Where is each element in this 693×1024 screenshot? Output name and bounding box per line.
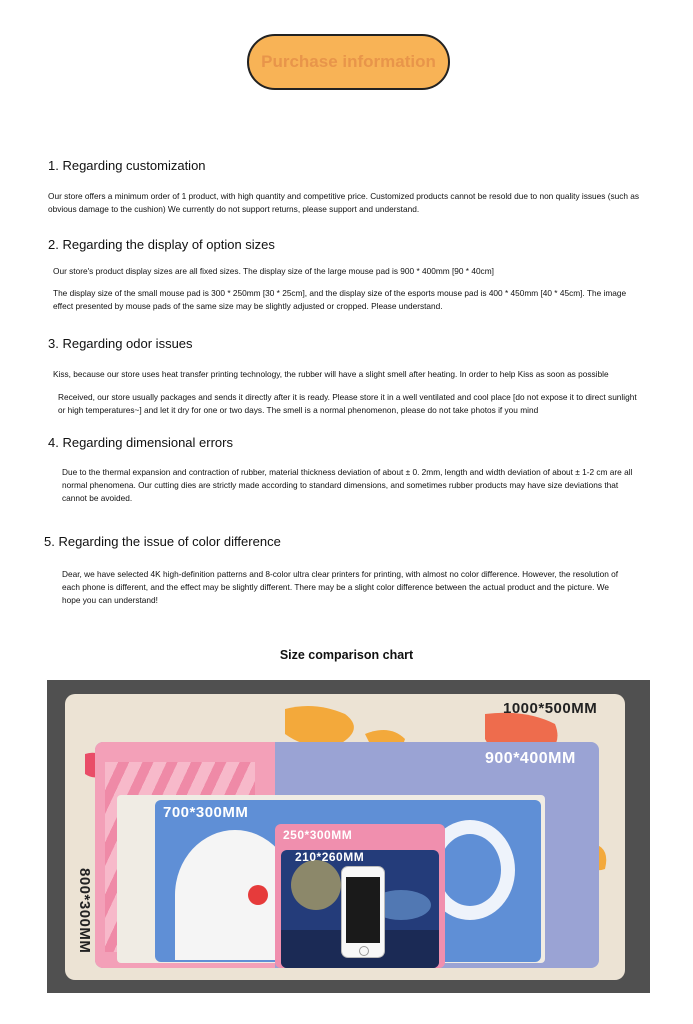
size-label-1000x500: 1000*500MM <box>503 700 598 717</box>
size-comparison-photo <box>47 680 650 993</box>
section-3-heading: 3. Regarding odor issues <box>48 336 193 351</box>
phone <box>341 866 385 958</box>
section-1-paragraph-1: Our store offers a minimum order of 1 product, with high quantity and competitive price. Customized products cannot be resold due to non quality issues (such as obvious damage to the cushion) We currently do not support returns, please support and understand. <box>48 191 640 214</box>
section-3-paragraph-1: Kiss, because our store uses heat transfer printing technology, the rubber will have a slight smell after heating. In order to help Kiss as soon as possible <box>53 369 609 379</box>
size-label-250x300: 250*300MM <box>283 828 353 842</box>
section-1-heading: 1. Regarding customization <box>48 158 206 173</box>
section-4-heading: 4. Regarding dimensional errors <box>48 435 233 450</box>
section-2-paragraph-2: The display size of the small mouse pad is 300 * 250mm [30 * 25cm], and the display size of the esports mouse pad is 400 * 450mm [40 * 45cm]. The image effect presented by mouse pads of the same size may be slightly adjusted or cropped. Please understand. <box>53 288 627 311</box>
section-2-heading: 2. Regarding the display of option sizes <box>48 237 275 252</box>
section-3-paragraph-2: Received, our store usually packages and sends it directly after it is ready. Please store it in a well ventilated and cool place [do not expose it to direct sunlight or high temperatures~] and let it dry for one or two days. The smell is a normal phenomenon, please do not take photos if you mind <box>58 392 637 415</box>
size-chart-title: Size comparison chart <box>279 648 414 662</box>
section-4-paragraph-1: Due to the thermal expansion and contraction of rubber, material thickness deviation of about ± 0. 2mm, length and width deviation of about ± 1-2 cm are all normal phenomena. Our cutting dies are strictly made according to standard dimensions, and sometimes rubber products may have size deviations that cannot be avoided. <box>62 467 633 503</box>
size-label-210x260: 210*260MM <box>295 850 365 864</box>
section-2-paragraph-1: Our store's product display sizes are all fixed sizes. The display size of the large mouse pad is 900 * 400mm [90 * 40cm] <box>53 266 494 276</box>
section-5-paragraph-1: Dear, we have selected 4K high-definition patterns and 8-color ultra clear printers for printing, with almost no color difference. However, the resolution of each phone is different, and the effect may be slightly different. There may be a slight color difference between the actual product and the picture. We hope you can understand! <box>62 569 619 605</box>
size-label-700x300: 700*300MM <box>163 804 249 821</box>
size-label-800x300: 800*300MM <box>76 868 93 954</box>
size-label-900x400: 900*400MM <box>485 750 576 767</box>
section-5-heading: 5. Regarding the issue of color difference <box>44 534 281 549</box>
purchase-information-button[interactable]: Purchase information <box>247 34 450 90</box>
